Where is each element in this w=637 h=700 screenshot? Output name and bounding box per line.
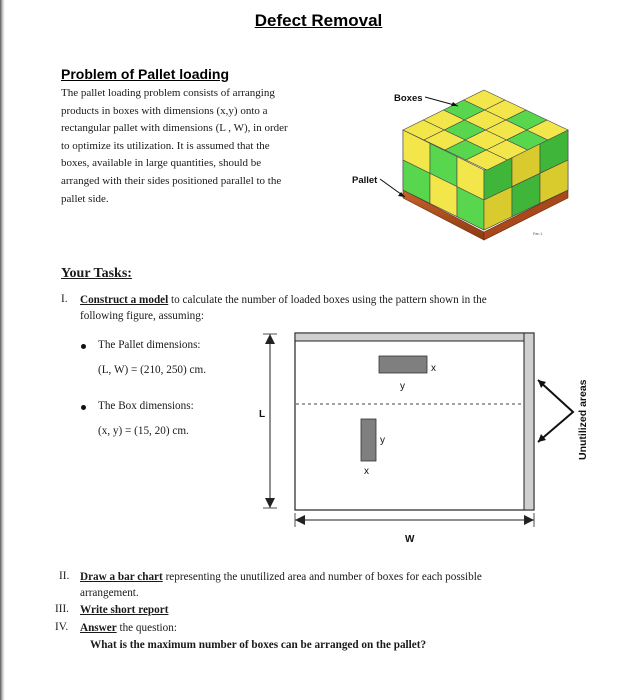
box-vertical-x-label: x xyxy=(364,466,369,477)
boxes-label: Boxes xyxy=(394,93,423,104)
task-2-text-line2: arrangement. xyxy=(80,587,139,599)
task-4-lead: Answer xyxy=(80,622,117,634)
problem-paragraph xyxy=(61,85,324,208)
box-horizontal-x-label: x xyxy=(431,363,436,374)
task-number: II. xyxy=(59,570,70,582)
question-text: What is the maximum number of boxes can be arranged on the pallet? xyxy=(90,639,427,651)
task-4-text: the question: xyxy=(116,622,177,634)
bullet-icon xyxy=(81,344,86,349)
box-horizontal xyxy=(379,356,427,373)
box-dimensions-value: (x, y) = (15, 20) cm. xyxy=(98,425,189,437)
problem-heading: Problem of Pallet loading xyxy=(61,66,230,82)
page-edge-shadow xyxy=(0,0,5,700)
task-2-lead: Draw a bar chart xyxy=(80,571,163,583)
pallet-label: Pallet xyxy=(352,175,378,186)
box-horizontal-y-label: y xyxy=(400,381,405,392)
pallet-illustration xyxy=(340,80,580,245)
task-1 xyxy=(80,292,590,324)
w-arrow-left xyxy=(295,515,305,525)
problem-line: arranged with their sides positioned parallel to the xyxy=(61,174,282,187)
layout-diagram xyxy=(250,325,605,550)
problem-line: The pallet loading problem consists of arranging xyxy=(61,87,275,99)
task-number: I. xyxy=(61,293,68,305)
dimension-w-label: W xyxy=(405,534,415,545)
task-3 xyxy=(80,602,168,618)
task-3-lead: Write short report xyxy=(80,604,169,616)
task-1-text: to calculate the number of loaded boxes using the pattern shown in the xyxy=(168,294,487,306)
task-2 xyxy=(80,569,590,601)
tasks-heading: Your Tasks: xyxy=(61,266,132,281)
task-number: III. xyxy=(55,603,69,615)
problem-line: rectangular pallet with dimensions (L , W), in order xyxy=(61,122,288,135)
box-vertical xyxy=(361,419,376,461)
problem-line: boxes, available in large quantities, should be xyxy=(61,157,262,170)
l-arrow-top xyxy=(265,334,275,344)
task-4 xyxy=(80,620,177,636)
pallet-dimensions-value: (L, W) = (210, 250) cm. xyxy=(98,364,207,376)
task-1-lead: Construct a model xyxy=(80,294,169,306)
right-unused-strip xyxy=(524,333,534,510)
page-title: Defect Removal xyxy=(254,11,383,30)
task-number: IV. xyxy=(55,621,69,633)
w-arrow-right xyxy=(524,515,534,525)
task-2-text: representing the unutilized area and number of boxes for each possible xyxy=(162,571,482,583)
figure-caption-tiny: Pan 1 xyxy=(533,232,543,236)
problem-line: to optimize its utilization. It is assumed that the xyxy=(61,139,270,152)
bullet-icon xyxy=(81,405,86,410)
box-vertical-y-label: y xyxy=(380,435,385,446)
pallet-dimensions-label: The Pallet dimensions: xyxy=(98,339,201,351)
dimension-l-label: L xyxy=(259,409,266,420)
box-dimensions-label: The Box dimensions: xyxy=(98,400,194,412)
task-1-text-line2: following figure, assuming: xyxy=(80,310,204,322)
unutilized-pointer xyxy=(538,380,573,442)
problem-line: pallet side. xyxy=(61,192,109,205)
top-unused-strip xyxy=(295,333,534,341)
l-arrow-bottom xyxy=(265,498,275,508)
problem-line: products in boxes with dimensions (x,y) onto a xyxy=(61,104,268,117)
unutilized-areas-label: Unutilized areas xyxy=(577,379,589,460)
